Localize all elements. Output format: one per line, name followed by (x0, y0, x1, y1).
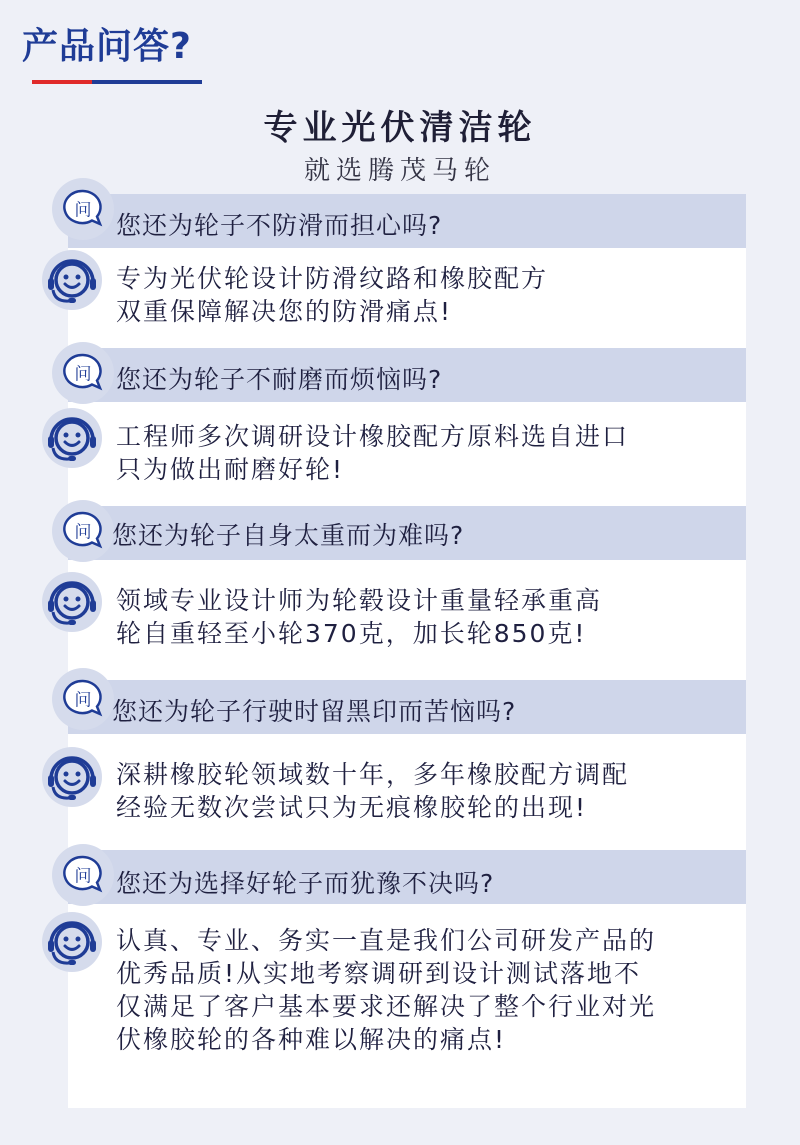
answer-line: 专为光伏轮设计防滑纹路和橡胶配方 (116, 264, 549, 293)
answer-line: 轮自重轻至小轮370克，加长轮850克! (116, 619, 587, 648)
answer-line: 领域专业设计师为轮毂设计重量轻承重高 (116, 586, 603, 615)
answer-line: 认真、专业、务实一直是我们公司研发产品的 (116, 926, 657, 955)
question-icon-label: 问 (74, 690, 92, 711)
question-text: 您还为轮子不防滑而担心吗? (116, 211, 443, 240)
question-text: 您还为选择好轮子而犹豫不决吗? (116, 869, 495, 898)
answer-line: 工程师多次调研设计橡胶配方原料选自进口 (116, 422, 630, 451)
question-text: 您还为轮子自身太重而为难吗? (112, 521, 465, 550)
customer-service-headset-icon (40, 406, 104, 474)
answer-line: 深耕橡胶轮领域数十年，多年橡胶配方调配 (116, 760, 630, 789)
question-bubble-icon (50, 498, 116, 568)
question-icon-label: 问 (74, 522, 92, 543)
customer-service-headset-icon (40, 910, 104, 978)
customer-service-headset-icon (40, 248, 104, 316)
underline-blue-segment (92, 80, 202, 84)
answer-line: 仅满足了客户基本要求还解决了整个行业对光 (116, 992, 657, 1021)
customer-service-headset-icon (40, 745, 104, 813)
section-title: 产品问答? (22, 26, 192, 67)
answer-line: 双重保障解决您的防滑痛点! (116, 297, 453, 326)
underline-red-segment (32, 80, 92, 84)
answer-text (116, 262, 731, 328)
answer-line: 经验无数次尝试只为无痕橡胶轮的出现! (116, 793, 588, 822)
answer-text (116, 420, 731, 486)
answer-line: 只为做出耐磨好轮! (116, 455, 345, 484)
title-underline (32, 80, 202, 84)
customer-service-headset-icon (40, 570, 104, 638)
question-bubble-icon (50, 176, 116, 246)
answer-text (116, 758, 731, 824)
answer-text (116, 924, 731, 1056)
answer-line: 优秀品质!从实地考察调研到设计测试落地不 (116, 959, 642, 988)
main-heading: 专业光伏清洁轮 (263, 108, 537, 148)
question-bubble-icon (50, 842, 116, 912)
question-icon-label: 问 (74, 200, 92, 221)
question-icon-label: 问 (74, 364, 92, 385)
answer-line: 伏橡胶轮的各种难以解决的痛点! (116, 1025, 507, 1054)
answer-text (116, 584, 731, 650)
question-bubble-icon (50, 340, 116, 410)
question-bubble-icon (50, 666, 116, 736)
question-text: 您还为轮子行驶时留黑印而苦恼吗? (112, 697, 517, 726)
question-text: 您还为轮子不耐磨而烦恼吗? (116, 365, 443, 394)
question-icon-label: 问 (74, 866, 92, 887)
sub-heading: 就选腾茂马轮 (303, 156, 496, 186)
